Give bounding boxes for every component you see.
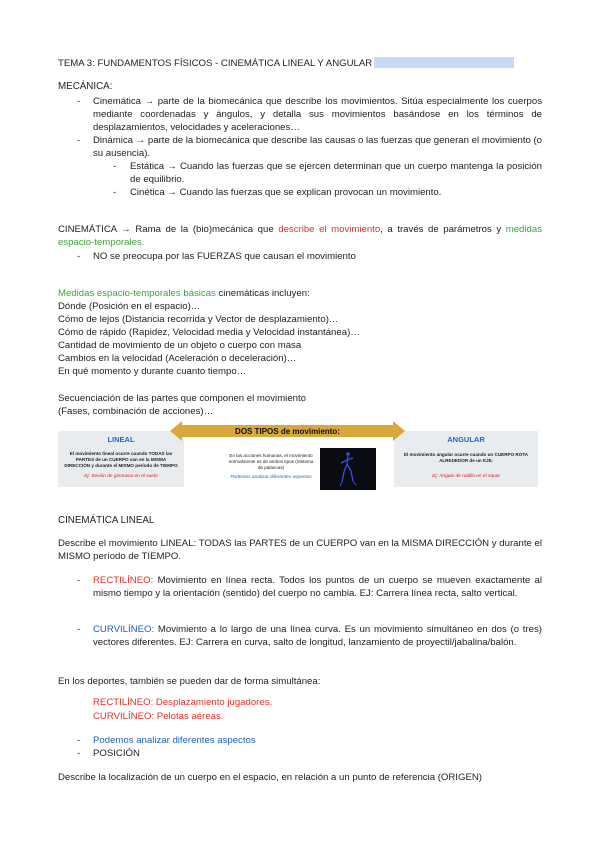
bullet-dash: - <box>77 251 81 262</box>
bullet-dash: - <box>77 575 81 586</box>
lineal-description-text: Describe el movimiento LINEAL: TODAS las PARTES de un CUERPO van en la MISMA DIRECCIÓN y durante el MISMO período de TIEMPO. <box>58 538 542 562</box>
dinamica-item: Dinámica → parte de la biomecánica que describe las causas o las fuerzas que generan el movimiento (o su ausencia). <box>93 135 543 159</box>
posicion-description: Describe la localización de un cuerpo en el espacio, en relación a un punto de referencia (ORIGEN) <box>58 772 482 783</box>
page-title: TEMA 3: FUNDAMENTOS FÍSICOS - CINEMÁTICA LINEAL Y ANGULAR <box>58 57 514 70</box>
bullet-dash: - <box>77 96 81 107</box>
bullet-dash: - <box>77 735 81 746</box>
medida-line: Cómo de rápido (Rapidez, Velocidad media y Velocidad instantánea)… <box>58 327 360 338</box>
no-fuerzas-note: NO se preocupa por las FUERZAS que causan el movimiento <box>93 251 356 262</box>
medida-line: Dónde (Posición en el espacio)… <box>58 301 201 312</box>
secuenciacion-line: Secuenciación de las partes que componen el movimiento <box>58 393 306 404</box>
estatica-item: Estática → Cuando las fuerzas que se ejercen determinan que un cuerpo mantenga la posición de equilibrio. <box>130 161 542 185</box>
lineal-description: El movimiento lineal ocurre cuando TODAS las PARTES de un CUERPO van en la MISMA DIRECCIÓN y durante el MISMO período de TIEMPO <box>64 451 178 468</box>
curvilineo-item: CURVILÍNEO: Movimiento a lo largo de una línea curva. Es un movimiento simultáneo en dos (o tres) vectores diferentes. EJ: Carrera en curva, salto de longitud, lanzamiento de proyectil/jabalina/balón. <box>93 624 542 648</box>
medida-line: Cómo de lejos (Distancia recorrida y Vector de desplazamiento)… <box>58 314 339 325</box>
angular-example: Ej: Ángulo de rodilla en el squat <box>432 474 500 479</box>
middle-note: Podemos analizar diferentes aspectos <box>230 475 312 480</box>
medida-line: Cantidad de movimiento de un objeto o cuerpo con masa <box>58 340 302 351</box>
rectilineo-item: RECTILÍNEO: Movimiento en línea recta. Todos los puntos de un cuerpo se mueven exactamente al mismo tiempo y la orientación (sentido) del cuerpo no cambia. EJ: Carrera línea recta, salto vertical. <box>93 575 542 599</box>
angular-heading: ANGULAR <box>447 435 485 444</box>
arrow-title: DOS TIPOS de movimiento: <box>235 427 340 436</box>
bullet-dash: - <box>77 135 81 146</box>
movement-types-diagram <box>58 421 538 480</box>
deportes-line: En los deportes, también se pueden dar de forma simultánea: <box>58 676 321 687</box>
medida-line: En qué momento y durante cuanto tiempo… <box>58 366 247 377</box>
lineal-heading-section: CINEMÁTICA LINEAL <box>58 515 155 526</box>
bullet-dash: - <box>77 748 81 759</box>
cinematica-item: Cinemática → parte de la biomecánica que describe los movimientos. Sitúa especialmente los cuerpos mediante coordenadas y ángulos, y detalla sus movimientos basándose en los términos de desplazamientos, velocidades y aceleraciones… <box>93 96 542 133</box>
deportes-curvilineo: CURVILÍNEO: Pelotas aéreas. <box>93 711 224 722</box>
deportes-rectilineo: RECTILÍNEO: Desplazamiento jugadores. <box>93 697 273 708</box>
podemos-analizar: Podemos analizar diferentes aspectos <box>93 735 256 746</box>
lineal-heading: LINEAL <box>107 435 135 444</box>
lineal-box <box>58 431 184 487</box>
angular-box <box>394 431 538 487</box>
lineal-example: Ej: Sesión de gimnasia en el suelo <box>84 474 158 479</box>
cinetica-item: Cinética → Cuando las fuerzas que se explican provocan un movimiento. <box>130 187 442 198</box>
cinematica-definition: CINEMÁTICA → Rama de la (bio)mecánica que describe el movimiento, a través de parámetros y medidas espacio-temporales. <box>58 224 542 248</box>
athlete-photo <box>320 448 376 490</box>
posicion-item: POSICIÓN <box>93 748 140 759</box>
angular-description: El movimiento angular ocurre cuando un CUERPO ROTA ALREDEDOR de un EJE. <box>403 452 529 463</box>
middle-description: En las acciones humanas, el movimiento normalmente es de ambos tipos (Sistema de palancas) <box>228 453 314 470</box>
secuenciacion-line: (Fases, combinación de acciones)… <box>58 406 214 417</box>
medida-line: Cambios en la velocidad (Aceleración o deceleración)… <box>58 353 297 364</box>
mecanica-heading: MECÁNICA: <box>58 81 113 92</box>
bullet-dash: - <box>77 624 81 635</box>
bullet-dash: - <box>113 187 117 198</box>
title-highlight <box>374 57 514 68</box>
medidas-intro: Medidas espacio-temporales básicas cinemáticas incluyen: <box>58 288 310 299</box>
bullet-dash: - <box>113 161 117 172</box>
